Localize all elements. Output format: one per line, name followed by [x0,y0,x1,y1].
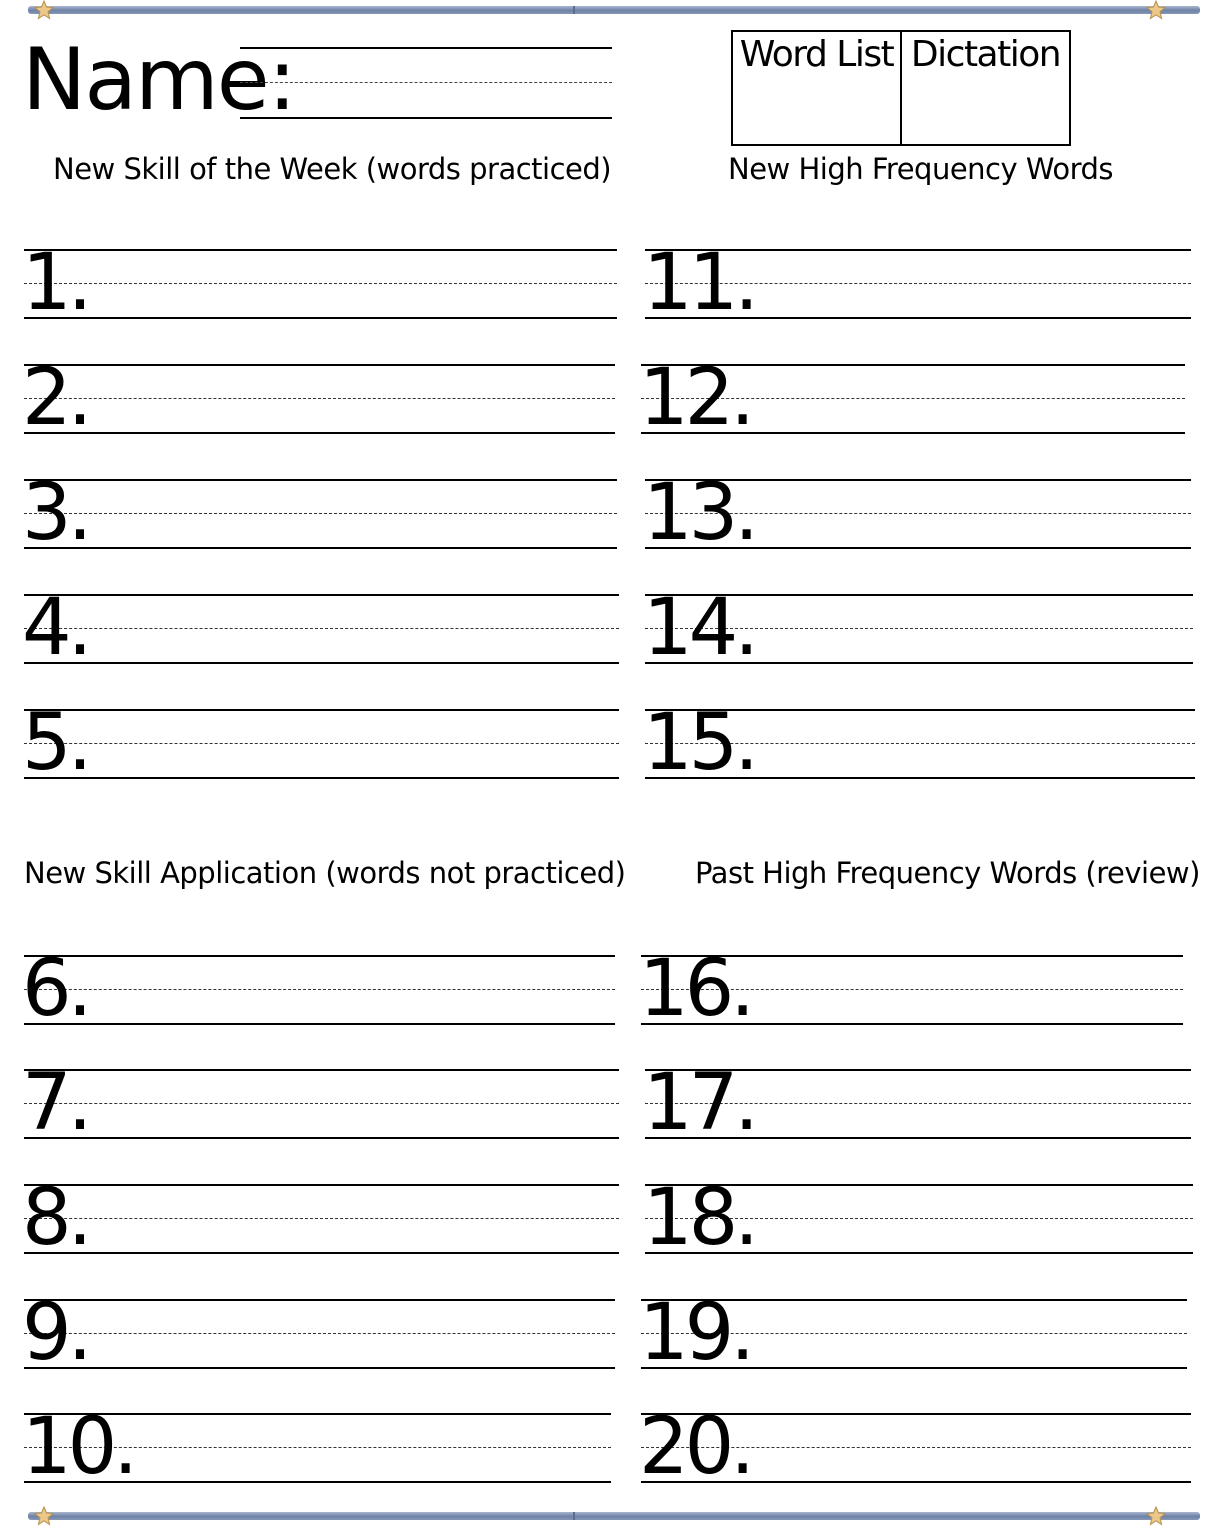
line-number: 7. [22,1058,89,1148]
line-number: 12. [639,353,752,443]
dictation-cell[interactable] [900,32,1069,144]
writing-line-16[interactable] [639,944,1183,1034]
line-number: 5. [22,698,89,788]
dictation-header: Dictation [910,34,1061,75]
line-number: 2. [22,353,89,443]
line-number: 19. [639,1288,752,1378]
name-field[interactable] [240,47,612,119]
writing-line-11[interactable] [643,238,1191,328]
line-number: 15. [643,698,756,788]
writing-line-15[interactable] [643,698,1195,788]
line-number: 17. [643,1058,756,1148]
writing-line-20[interactable] [639,1402,1191,1492]
word-list-cell[interactable] [733,32,900,144]
writing-line-10[interactable] [22,1402,611,1492]
line-number: 20. [639,1402,752,1492]
score-box [731,30,1071,146]
star-icon [1146,1506,1166,1526]
writing-line-3[interactable] [22,468,617,558]
writing-line-5[interactable] [22,698,619,788]
star-icon [1146,0,1166,20]
writing-line-6[interactable] [22,944,615,1034]
writing-line-7[interactable] [22,1058,619,1148]
writing-line-4[interactable] [22,583,619,673]
line-number: 1. [22,238,89,328]
line-number: 6. [22,944,89,1034]
word-list-header: Word List [739,34,894,75]
section-title-past-hfw: Past High Frequency Words (review) [695,856,1200,890]
line-number: 14. [643,583,756,673]
writing-line-19[interactable] [639,1288,1187,1378]
line-number: 13. [643,468,756,558]
writing-line-2[interactable] [22,353,615,443]
section-title-skill-application: New Skill Application (words not practiced) [24,856,626,890]
line-number: 10. [22,1402,135,1492]
writing-line-8[interactable] [22,1173,619,1263]
line-number: 9. [22,1288,89,1378]
writing-line-17[interactable] [643,1058,1191,1148]
line-number: 3. [22,468,89,558]
section-title-new-hfw: New High Frequency Words [728,152,1114,186]
writing-line-14[interactable] [643,583,1193,673]
writing-line-18[interactable] [643,1173,1193,1263]
top-border [28,6,1200,14]
line-number: 16. [639,944,752,1034]
writing-line-9[interactable] [22,1288,615,1378]
line-number: 4. [22,583,89,673]
writing-line-12[interactable] [639,353,1185,443]
star-icon [34,0,54,20]
name-label: Name: [22,30,295,130]
writing-line-1[interactable] [22,238,617,328]
section-title-new-skill: New Skill of the Week (words practiced) [53,152,612,186]
line-number: 8. [22,1173,89,1263]
line-number: 18. [643,1173,756,1263]
writing-line-13[interactable] [643,468,1191,558]
star-icon [34,1506,54,1526]
bottom-border [28,1512,1200,1520]
line-number: 11. [643,238,756,328]
